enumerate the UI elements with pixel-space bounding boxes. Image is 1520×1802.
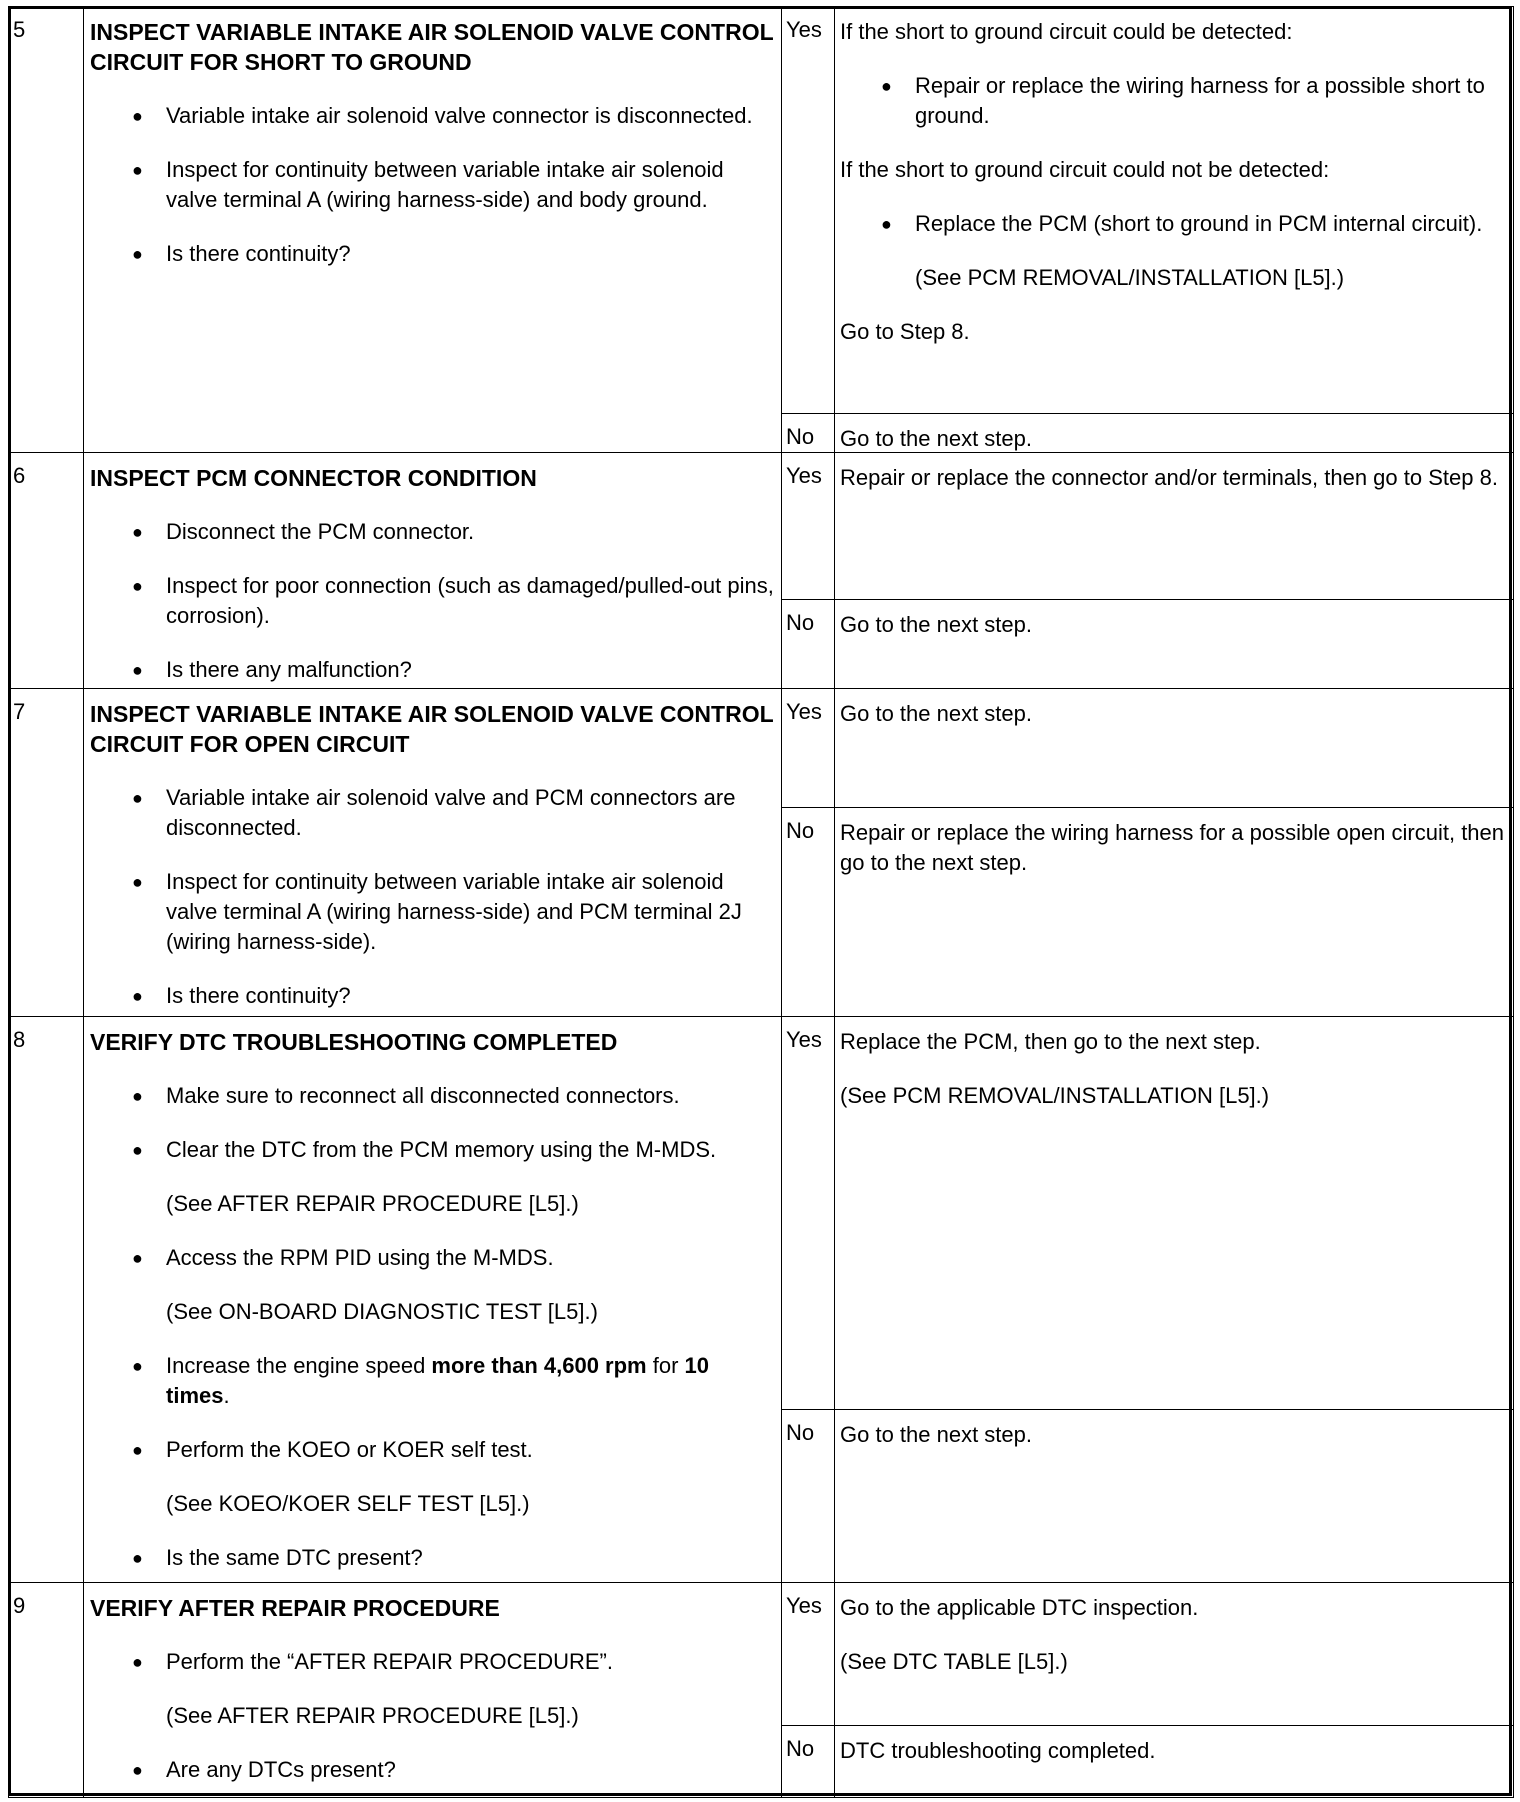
answer-no: No — [781, 413, 836, 454]
result-action — [834, 1725, 1514, 1798]
result-action — [834, 413, 1514, 454]
answer-yes: Yes — [781, 1016, 836, 1411]
action-text: (See PCM REMOVAL/INSTALLATION [L5].) — [840, 1083, 1270, 1108]
procedure-item: ● Inspect for continuity between variable intake air solenoid valve terminal A (wiring harness-side) and body ground. — [90, 155, 776, 215]
step-procedure — [83, 6, 783, 454]
emphasis-text: more than 4,600 rpm — [431, 1353, 647, 1378]
answer-no: No — [781, 807, 836, 1018]
reference-note: (See ON-BOARD DIAGNOSTIC TEST [L5].) — [166, 1299, 598, 1324]
answer-yes: Yes — [781, 688, 836, 809]
step-number: 5 — [8, 6, 85, 454]
procedure-item: ● Clear the DTC from the PCM memory using the M-MDS. — [90, 1135, 776, 1165]
step-procedure — [83, 688, 783, 1018]
procedure-item — [90, 1351, 776, 1411]
result-action — [834, 807, 1514, 1018]
reference-note: (See AFTER REPAIR PROCEDURE [L5].) — [166, 1703, 579, 1728]
reference-note: (See KOEO/KOER SELF TEST [L5].) — [166, 1491, 530, 1516]
procedure-item: ● Make sure to reconnect all disconnected connectors. — [90, 1081, 776, 1111]
procedure-item: ● Is there continuity? — [90, 981, 776, 1011]
step-number: 8 — [8, 1016, 85, 1584]
procedure-item: ● Variable intake air solenoid valve connector is disconnected. — [90, 101, 776, 131]
result-action — [834, 1016, 1514, 1411]
reference-note: (See PCM REMOVAL/INSTALLATION [L5].) — [915, 265, 1345, 290]
action-text: Go to the next step. — [840, 1422, 1033, 1447]
step-title: INSPECT PCM CONNECTOR CONDITION — [90, 465, 537, 491]
procedure-item: ● Is there continuity? — [90, 239, 776, 269]
answer-yes: Yes — [781, 6, 836, 415]
emphasis-text: 10 times — [166, 1353, 709, 1408]
result-action — [834, 6, 1514, 415]
result-action — [834, 452, 1514, 601]
procedure-list — [90, 783, 776, 1011]
procedure-item: ● Perform the KOEO or KOER self test. — [90, 1435, 776, 1465]
step-number: 6 — [8, 452, 85, 690]
answer-no: No — [781, 599, 836, 690]
step-title: VERIFY DTC TROUBLESHOOTING COMPLETED — [90, 1029, 618, 1055]
item-text: . — [223, 1383, 230, 1408]
procedure-list — [90, 517, 776, 685]
action-text: Replace the PCM, then go to the next step. — [840, 1029, 1261, 1054]
action-text: Repair or replace the wiring harness for a possible open circuit, then go to the next step. — [840, 820, 1505, 875]
procedure-item: ● Access the RPM PID using the M-MDS. — [90, 1243, 776, 1273]
result-action — [834, 1582, 1514, 1727]
result-action — [834, 599, 1514, 690]
procedure-item: ● Are any DTCs present? — [90, 1755, 776, 1785]
step-title: INSPECT VARIABLE INTAKE AIR SOLENOID VALVE CONTROL CIRCUIT FOR SHORT TO GROUND — [90, 19, 774, 75]
procedure-list — [90, 1081, 776, 1573]
step-procedure — [83, 1582, 783, 1798]
action-item: ● Repair or replace the wiring harness for a possible short to ground. — [840, 71, 1507, 131]
action-text: Go to the next step. — [840, 612, 1033, 637]
answer-yes: Yes — [781, 452, 836, 601]
procedure-item: ● Variable intake air solenoid valve and PCM connectors are disconnected. — [90, 783, 776, 843]
action-text: DTC troubleshooting completed. — [840, 1738, 1156, 1763]
item-text: for — [646, 1353, 685, 1378]
action-item: ● Replace the PCM (short to ground in PCM internal circuit). — [840, 209, 1507, 239]
step-number: 7 — [8, 688, 85, 1018]
action-text: Go to the applicable DTC inspection. — [840, 1595, 1199, 1620]
action-text: Go to the next step. — [840, 426, 1033, 451]
answer-yes: Yes — [781, 1582, 836, 1727]
action-text: Go to the next step. — [840, 701, 1033, 726]
procedure-list — [90, 1647, 776, 1785]
action-text: (See DTC TABLE [L5].) — [840, 1649, 1068, 1674]
action-text: Repair or replace the connector and/or terminals, then go to Step 8. — [840, 465, 1498, 490]
result-action — [834, 1409, 1514, 1584]
step-procedure — [83, 452, 783, 690]
action-text: If the short to ground circuit could not be detected: — [840, 157, 1330, 182]
procedure-item: ● Is the same DTC present? — [90, 1543, 776, 1573]
action-text: Go to Step 8. — [840, 319, 970, 344]
procedure-item: ● Is there any malfunction? — [90, 655, 776, 685]
procedure-item: ● Perform the “AFTER REPAIR PROCEDURE”. — [90, 1647, 776, 1677]
troubleshooting-table — [8, 6, 1512, 1796]
procedure-item: ● Inspect for continuity between variable intake air solenoid valve terminal A (wiring harness-side) and PCM terminal 2J (wiring harness-side). — [90, 867, 776, 957]
step-title: INSPECT VARIABLE INTAKE AIR SOLENOID VALVE CONTROL CIRCUIT FOR OPEN CIRCUIT — [90, 701, 774, 757]
action-text: If the short to ground circuit could be detected: — [840, 19, 1293, 44]
item-text: Increase the engine speed — [166, 1353, 432, 1378]
reference-note: (See AFTER REPAIR PROCEDURE [L5].) — [166, 1191, 579, 1216]
answer-no: No — [781, 1409, 836, 1584]
procedure-item: ● Inspect for poor connection (such as damaged/pulled-out pins, corrosion). — [90, 571, 776, 631]
step-title: VERIFY AFTER REPAIR PROCEDURE — [90, 1595, 500, 1621]
step-number: 9 — [8, 1582, 85, 1798]
procedure-item: ● Disconnect the PCM connector. — [90, 517, 776, 547]
step-procedure — [83, 1016, 783, 1584]
procedure-list — [90, 101, 776, 269]
answer-no: No — [781, 1725, 836, 1798]
result-action — [834, 688, 1514, 809]
